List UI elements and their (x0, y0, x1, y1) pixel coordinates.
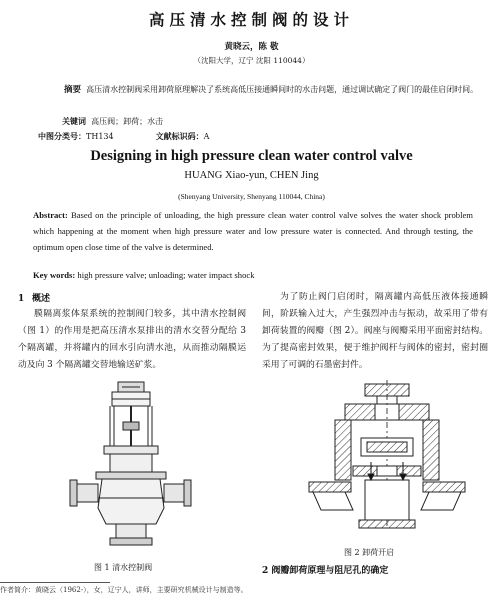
section-1-title: 概述 (32, 294, 51, 304)
english-keywords-label: Key words: (33, 270, 76, 280)
english-authors: HUANG Xiao-yun, CHEN Jing (184, 170, 319, 181)
chinese-abstract-text: 高压清水控制阀采用卸荷原理解决了系统高低压接通瞬间时的水击问题，通过调试确定了阀门的最佳启闭时间。 (86, 85, 479, 94)
doc-code-label: 文献标识码： (155, 131, 204, 141)
doc-code-value: A (203, 132, 210, 141)
chinese-abstract-label: 摘要 (64, 85, 82, 95)
english-title: Designing in high pressure clean water control valve (90, 148, 413, 164)
english-abstract-label: Abstract: (33, 210, 68, 220)
footnote: 作者简介：黄晓云（1962-），女，辽宁人，讲师，主要研究机械设计与制造等。 (0, 586, 248, 594)
section-2-heading: 2 阀瓣卸荷原理与阻尼孔的确定 (262, 566, 389, 576)
chinese-abstract (20, 82, 486, 98)
section-1-heading (18, 291, 50, 304)
english-abstract (33, 207, 473, 255)
figure-1-valve-drawing (60, 378, 210, 550)
chinese-keywords-text: 高压阀；卸荷；水击 (91, 117, 164, 126)
figure-1-caption: 图 1 清水控制阀 (94, 563, 153, 572)
left-paragraph: 膜隔离浆体泵系统的控制阀门较多，其中清水控制阀（图 1）的作用是把高压清水泵排出的清水交替分配给 3 个隔离罐，并将罐内的回水引向清水池，从而推动隔膜运动及向 3 个隔离罐交替地输送矿浆。 (18, 309, 246, 370)
class-number-value: TH134 (86, 132, 114, 141)
chinese-keywords (62, 116, 163, 127)
figure-2-unloading-drawing (305, 378, 470, 543)
english-abstract-text: Based on the principle of unloading, the high pressure clean water control valve solves the water shock problem which happening at the moment when high pressure water and low pressure water is connected. And through testing, the optimum open close time of the valve is determined. (33, 210, 473, 252)
right-paragraph: 为了防止阀门启闭时，隔离罐内高低压液体接通瞬间，阶跃输入过大，产生强烈冲击与振动，故采用了带有卸荷装置的阀瓣（图 2）。阀座与阀瓣采用平面密封结构。为了提高密封效果，便于维护阀杆与阀体的密封，密封圈采用了可调的石墨密封件。 (262, 292, 488, 370)
footnote-rule (0, 582, 110, 583)
chinese-keywords-label: 关键词 (62, 116, 86, 126)
english-keywords-text: high pressure valve; unloading; water impact shock (77, 270, 255, 280)
classification-line (38, 131, 478, 142)
english-affiliation: (Shenyang University, Shenyang 110044, China) (178, 192, 325, 201)
class-number-label: 中图分类号： (38, 131, 86, 141)
chinese-authors: 黄晓云，陈 敬 (224, 42, 279, 52)
chinese-affiliation: （沈阳大学，辽宁 沈阳 110044） (193, 56, 310, 65)
english-keywords (33, 270, 255, 280)
chinese-title: 高压清水控制阀的设计 (148, 10, 354, 29)
figure-2-caption: 图 2 卸荷开启 (344, 548, 395, 557)
section-1-number: 1 (18, 294, 25, 304)
